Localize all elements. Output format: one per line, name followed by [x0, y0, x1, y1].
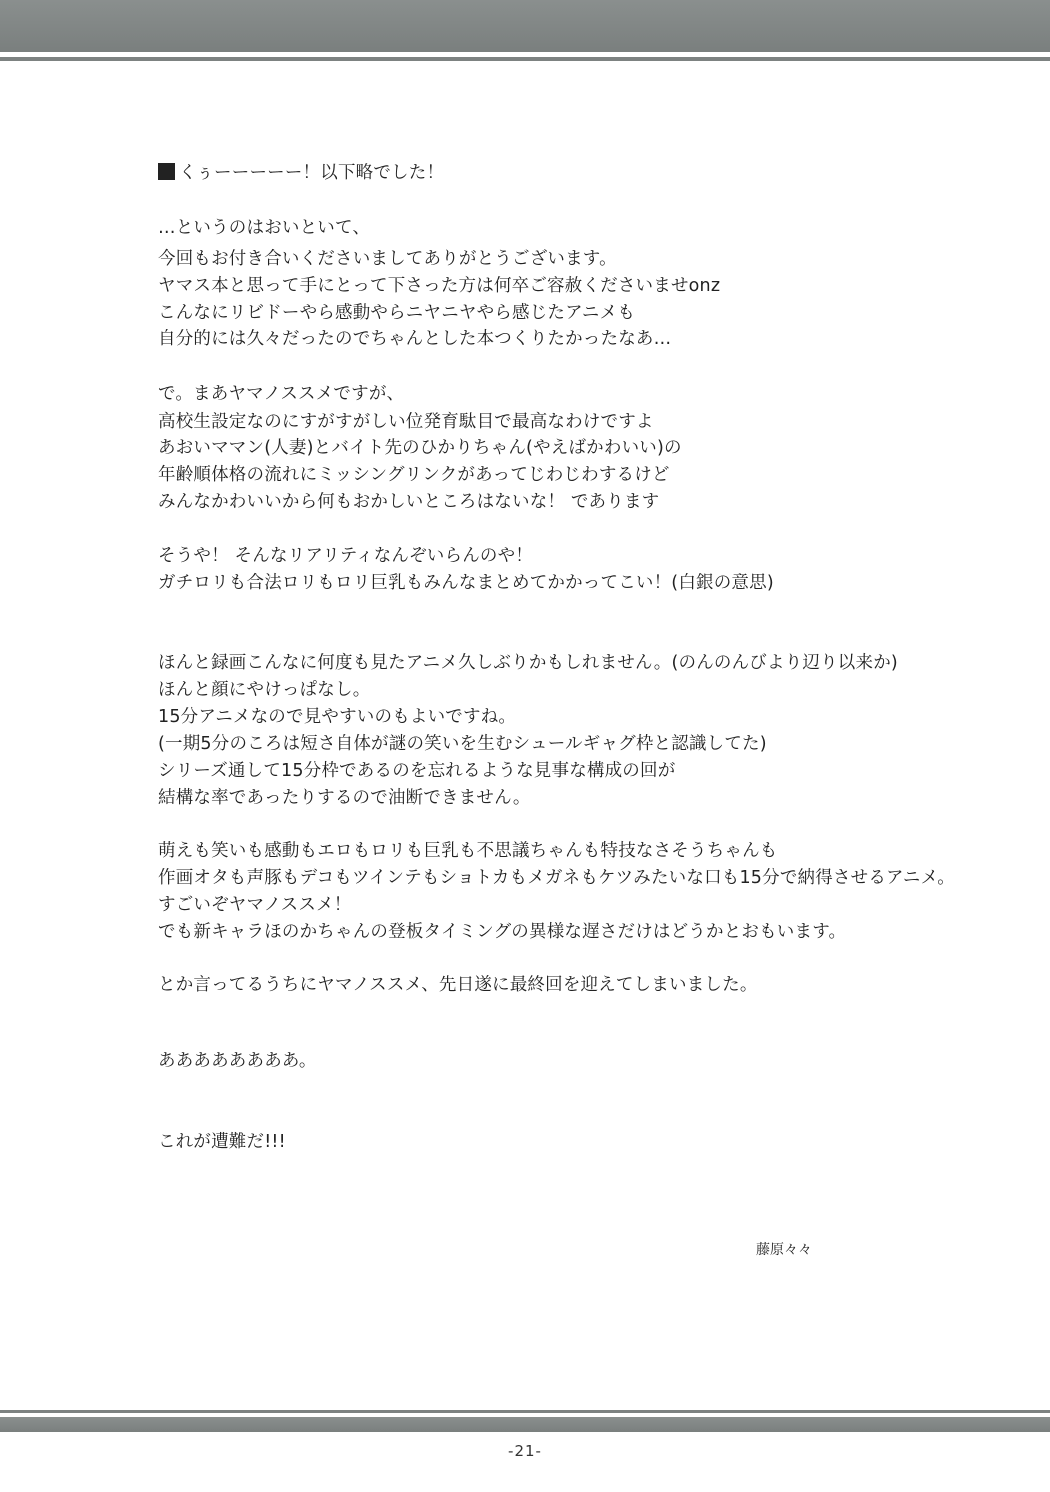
text-line: シリーズ通して15分枠であるのを忘れるような見事な構成の回が: [158, 761, 676, 781]
text-line: これが遭難だ!!!: [158, 1132, 286, 1152]
page-number: -21-: [508, 1442, 542, 1460]
text-line: (一期5分のころは短さ自体が謎の笑いを生むシュールギャグ枠と認識してた): [158, 734, 767, 754]
text-line: ほんと録画こんなに何度も見たアニメ久しぶりかもしれません。(のんのんびより辺り以来か): [158, 653, 898, 673]
bottom-border-rule: [0, 1410, 1050, 1413]
text-line: 自分的には久々だったのでちゃんとした本つくりたかったなあ…: [158, 329, 672, 349]
text-line: みんなかわいいから何もおかしいところはないな！ であります: [158, 492, 660, 512]
author-signature: 藤原々々: [756, 1242, 812, 1258]
text-line: ヤマス本と思って手にとって下さった方は何卒ご容赦くださいませonz: [158, 276, 721, 296]
text-line: でも新キャラほのかちゃんの登板タイミングの異様な遅さだけはどうかとおもいます。: [158, 922, 847, 942]
text-line: 萌えも笑いも感動もエロもロリも巨乳も不思議ちゃんも特技なさそうちゃんも: [158, 841, 778, 861]
text-line: あおいママン(人妻)とバイト先のひかりちゃん(やえばかわいい)の: [158, 438, 682, 458]
text-line: で。まあヤマノススメですが、: [158, 384, 405, 404]
text-line: 作画オタも声豚もデコもツインテもショトカもメガネもケツみたいな口も15分で納得させるアニメ。: [158, 868, 955, 888]
text-line: 今回もお付き合いくださいましてありがとうございます。: [158, 249, 617, 269]
text-line: 年齢順体格の流れにミッシングリンクがあってじわじわするけど: [158, 465, 670, 485]
text-line: そうや！ そんなリアリティなんぞいらんのや！: [158, 546, 534, 566]
text-line: 高校生設定なのにすがすがしい位発育駄目で最高なわけですよ: [158, 412, 654, 432]
text-line: こんなにリビドーやら感動やらニヤニヤやら感じたアニメも: [158, 303, 636, 323]
text-line: ガチロリも合法ロリもロリ巨乳もみんなまとめてかかってこい！(白銀の意思): [158, 573, 774, 593]
text-line: とか言ってるうちにヤマノススメ、先日遂に最終回を迎えてしまいました。: [158, 975, 758, 995]
top-border-rule: [0, 57, 1050, 61]
text-line: 結構な率であったりするので油断できません。: [158, 788, 531, 808]
text-line: …というのはおいといて、: [158, 218, 371, 238]
text-line: すごいぞヤマノススメ！: [158, 895, 352, 915]
text-line: 15分アニメなので見やすいのもよいですね。: [158, 707, 517, 727]
text-line: ああああああああ。: [158, 1051, 317, 1071]
top-border-band: [0, 0, 1050, 52]
square-bullet-icon: [158, 163, 175, 180]
bottom-border-band: [0, 1417, 1050, 1432]
text-line: ほんと顔にやけっぱなし。: [158, 680, 371, 700]
afterword-heading: くぅーーーーー！以下略でした！: [158, 160, 444, 186]
